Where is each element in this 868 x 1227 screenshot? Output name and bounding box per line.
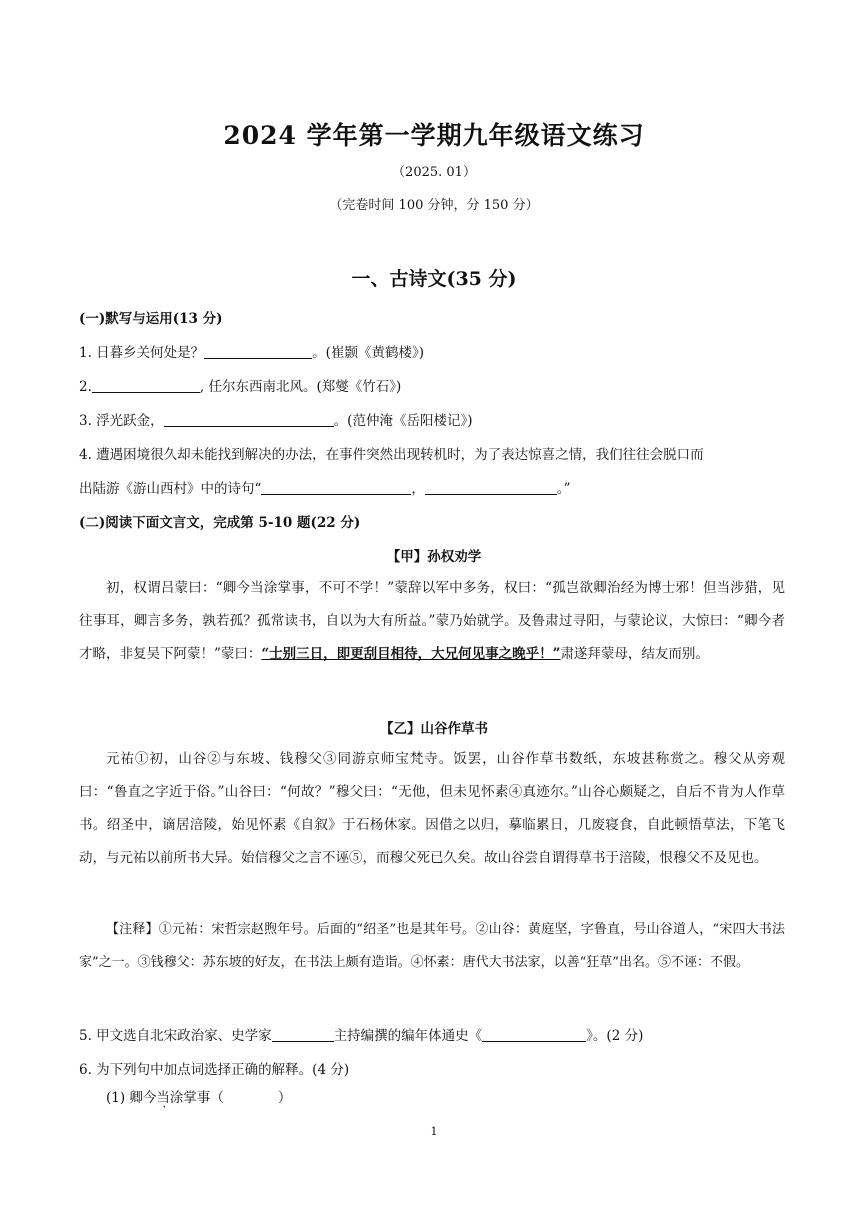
q3-source: 。(范仲淹《岳阳楼记》) (333, 413, 473, 429)
page-title: 2024 学年第一学期九年级语文练习 (223, 121, 645, 150)
passage-a-heading: 【甲】孙权劝学 (386, 549, 482, 565)
q4-comma: ， (411, 481, 425, 497)
q5-end: 》。(2 分) (586, 1028, 644, 1044)
question-5 (79, 1024, 785, 1044)
passage-b-notes: 【注释】①元祐：宋哲宗赵煦年号。后面的“绍圣”也是其年号。②山谷：黄庭坚，字鲁直，号山谷道人，“宋四大书法家”之一。③钱穆父：苏东坡的好友，在书法上颇有造诣。④怀素：唐代大书法家，以善“狂草”出名。⑤不诬：不假。 (79, 922, 785, 970)
q1-source: 。(崔颢《黄鹤楼》) (312, 345, 424, 361)
q5-blank-2[interactable] (482, 1027, 586, 1042)
passage-a-body: 初，权谓吕蒙曰：“卿今当涂掌事，不可不学！”蒙辞以军中多务，权曰：“孤岂欲卿治经为博士邪！但当涉猎，见往事耳，卿言多务，孰若孤？孤常读书，自以为大有所益。”蒙乃始就学。及鲁肃过寻阳，与蒙论议，大惊曰：“卿今者才略，非复吴下阿蒙！”蒙曰： (79, 580, 785, 662)
q6-1-dotted-word: 当 (156, 1090, 170, 1106)
q4-blank-1[interactable] (261, 480, 411, 495)
passage-a-end: 肃遂拜蒙母，结友而别。 (560, 646, 709, 662)
time-note: （完卷时间 100 分钟，分 150 分） (329, 198, 539, 213)
q1-text: 1. 日暮乡关何处是？ (79, 345, 205, 361)
question-1 (79, 341, 785, 361)
question-4-line1: 4. 遭遇困境很久却未能找到解决的办法，在事件突然出现转机时，为了表达惊喜之情，我们往往会脱口而 (79, 447, 704, 463)
q5-text: 5. 甲文选自北宋政治家、史学家 (79, 1028, 272, 1044)
q6-1-text: (1) 卿今 (106, 1090, 157, 1106)
q2-source: , 任尔东西南北风。(郑燮《竹石》) (199, 379, 402, 395)
passage-a-text (79, 572, 785, 671)
part2-heading: (二)阅读下面文言文，完成第 5-10 题(22 分) (79, 515, 361, 531)
passage-b-text: 元祐①初，山谷②与东坡、钱穆父③同游京师宝梵寺。饭罢，山谷作草书数纸，东坡甚称赏之。穆父从旁观曰：“鲁直之字近于俗。”山谷曰：“何故？”穆父曰：“无他，但未见怀素④真迹尔。”山谷心颇疑之，自后不肯为人作草书。绍圣中，谪居涪陵，始见怀素《自叙》于石杨休家。因借之以归，摹临累日，几废寝食，自此顿悟草法，下笔飞动，与元祐以前所书大异。始信穆父之言不诬⑤，而穆父死已久矣。故山谷尝自谓得草书于涪陵，恨穆父不及见也。 (79, 751, 785, 866)
passage-b-heading: 【乙】山谷作草书 (380, 721, 488, 737)
passage-a-underlined: “士别三日，即更刮目相待，大兄何见事之晚乎！” (261, 646, 561, 662)
q2-text: 2. (79, 379, 92, 395)
question-2 (79, 375, 785, 395)
q3-text: 3. 浮光跃金， (79, 413, 164, 429)
question-4-line2 (79, 477, 785, 497)
q4-blank-2[interactable] (425, 480, 557, 495)
part1-heading: (一)默写与运用(13 分) (79, 311, 223, 327)
q1-blank[interactable] (204, 344, 312, 359)
q5-blank-1[interactable] (272, 1027, 334, 1042)
exam-date: （2025. 01） (392, 165, 476, 180)
q2-blank[interactable] (92, 378, 200, 393)
question-3 (79, 409, 785, 429)
q5-mid: 主持编撰的编年体通史《 (333, 1028, 483, 1044)
q4-text: 出陆游《游山西村》中的诗句“ (79, 481, 262, 497)
section-heading: 一、古诗文(35 分) (351, 268, 517, 290)
question-6-1 (106, 1086, 812, 1106)
q4-end: 。” (556, 481, 571, 497)
q6-1-end: 涂掌事（ ） (169, 1090, 292, 1106)
q3-blank[interactable] (164, 412, 334, 427)
question-6: 6. 为下列句中加点词选择正确的解释。(4 分) (79, 1062, 350, 1078)
page-number: 1 (430, 1125, 438, 1138)
